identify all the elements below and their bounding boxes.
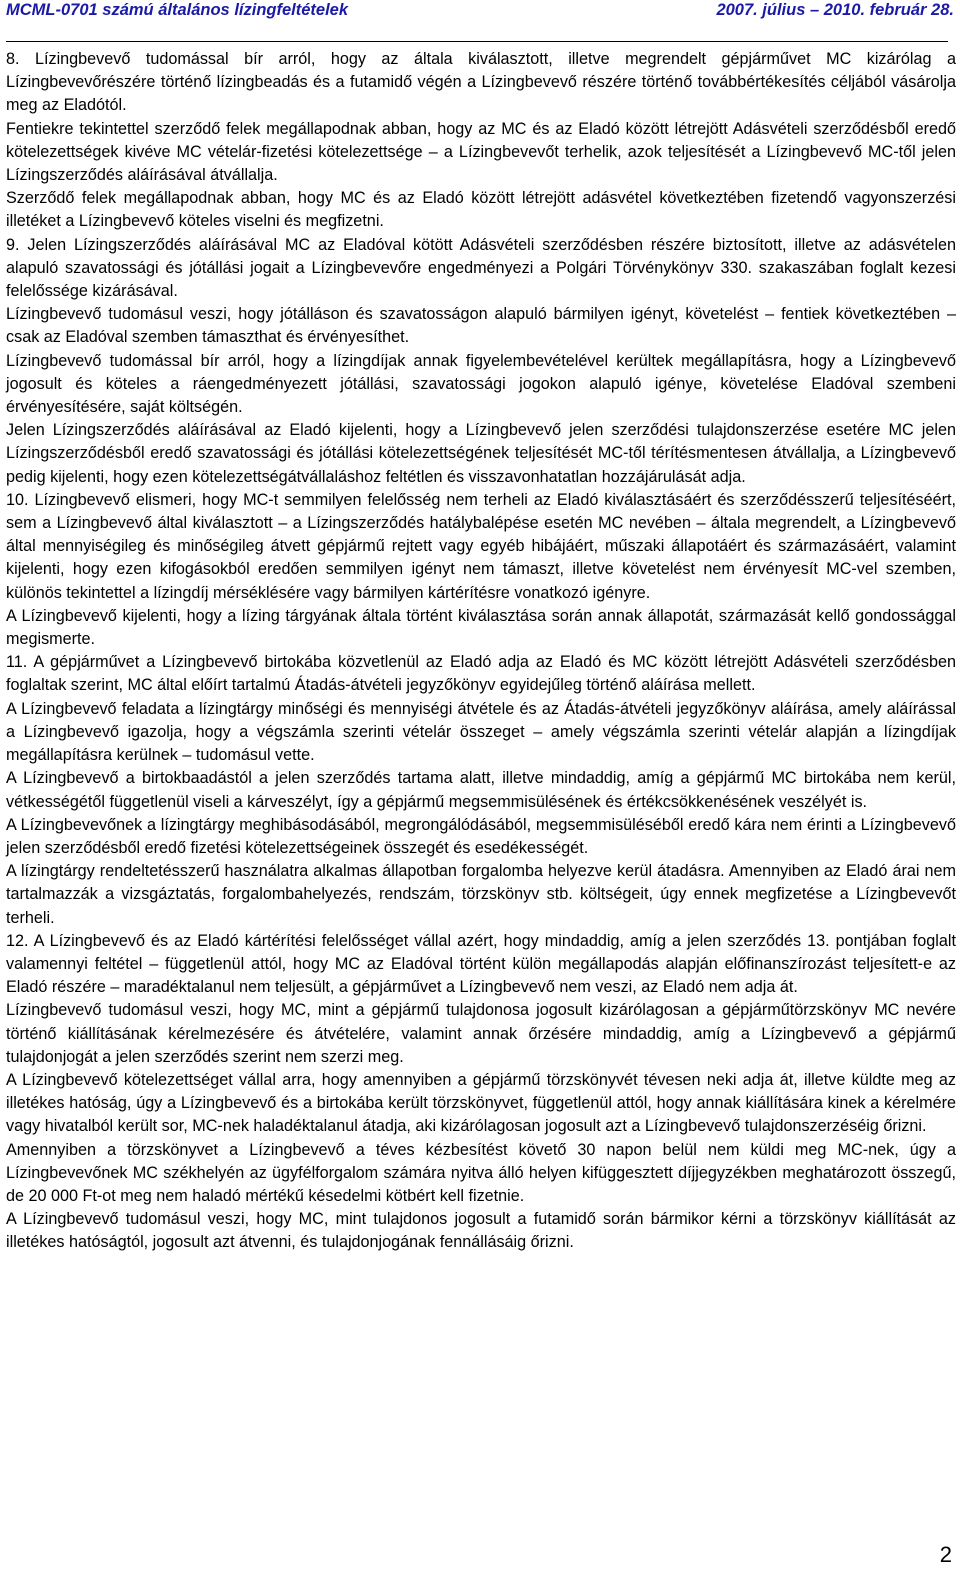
paragraph: A Lízingbevevő kötelezettséget vállal arra, hogy amennyiben a gépjármű törzskönyvét tévesen neki adja át, illetve küldte meg az illetékes hatóság, úgy a Lízingbevevő és a birtokába került törzskönyvet, függetlenül attól, hogy annak kiállítására kinek a kérelmére vagy hivatalból került sor, MC-nek haladéktalanul átadja, aki kizárólagosan jogosult azt a Lízingbevevő tulajdonszerzéséig őrizni. [6, 1070, 956, 1136]
paragraph: 11. A gépjárművet a Lízingbevevő birtokába közvetlenül az Eladó adja az Eladó és MC között létrejött Adásvételi szerződésben foglaltak szerint, MC által előírt tartalmú Átadás-átvételi jegyzőkönyv egyidejűleg történő aláírása mellett. [6, 653, 956, 695]
header-divider [6, 41, 948, 42]
paragraph: Lízingbevevő tudomással bír arról, hogy a lízingdíjak annak figyelembevételével kerültek megállapításra, hogy a Lízingbevevő jogosult és köteles a ráengedményezett jótállási, szavatossági jogokon alapuló igénye, követelése Eladóval szembeni érvényesítésére, saját költségén. [6, 351, 956, 417]
paragraph: 10. Lízingbevevő elismeri, hogy MC-t semmilyen felelősség nem terheli az Eladó kiválasztásáért és szerződésszerű teljesítéséért, sem a Lízingbevevő által kiválasztott – a Lízingszerződés hatálybalépése esetén MC nevében – általa megrendelt, a Lízingbevevő által mennyiségileg és minőségileg átvett gépjármű rejtett vagy egyéb hibájáért, műszaki állapotáért és származásáért, valamint kijelenti, hogy ezen kifogásokból eredően semmilyen igényt nem támaszt, illetve követelést nem érvényesít MC-vel szemben, különös tekintettel a lízingdíj mérséklésére vagy bármilyen kártérítésre vonatkozó igényre. [6, 490, 956, 602]
paragraph: Amennyiben a törzskönyvet a Lízingbevevő a téves kézbesítést követő 30 napon belül nem küldi meg MC-nek, úgy a Lízingbevevőnek MC székhelyén az ügyfélforgalom számára nyitva álló helyen kifüggesztett díjjegyzékben meghatározott összegű, de 20 000 Ft-ot meg nem haladó mértékű késedelmi kötbért kell fizetnie. [6, 1140, 956, 1205]
paragraph: A lízingtárgy rendeltetésszerű használatra alkalmas állapotban forgalomba helyezve kerül átadásra. Amennyiben az Eladó árai nem tartalmazzák a vizsgáztatás, forgalombahelyezés, rendszám, törzskönyv stb. költségeit, úgy ennek megfizetése a Lízingbevevőt terheli. [6, 862, 956, 927]
header-title: MCML-0701 számú általános lízingfeltételek [6, 1, 349, 19]
paragraph: 8. Lízingbevevő tudomással bír arról, hogy az általa kiválasztott, illetve megrendelt gépjárművet MC kizárólag a Lízingbevevőrészére történő lízingbeadás és a futamidő végén a Lízingbevevő részére történő továbbértékesítés céljából vásárolja meg az Eladótól. [6, 50, 956, 115]
paragraph: Fentiekre tekintettel szerződő felek megállapodnak abban, hogy az MC és az Eladó között létrejött Adásvételi szerződésből eredő kötelezettségek kivéve MC vételár-fizetési kötelezettsége – a Lízingbevevőt terhelik, azok teljesítését a Lízingbevevő MC-től jelen Lízingszerződés aláírásával átvállalja. [6, 119, 956, 185]
paragraph: Lízingbevevő tudomásul veszi, hogy jótálláson és szavatosságon alapuló bármilyen igényt, követelést – fentiek következtében – csak az Eladóval szemben támaszthat és érvényesíthet. [6, 305, 956, 347]
paragraph: 9. Jelen Lízingszerződés aláírásával MC az Eladóval kötött Adásvételi szerződésben részére biztosított, illetve az adásvételen alapuló szavatossági és jótállási jogait a Lízingbevevőre engedményezi a Polgári Törvénykönyv 330. szakaszában foglalt kezesi felelőssége kizárásával. [6, 235, 956, 301]
paragraph: Szerződő felek megállapodnak abban, hogy MC és az Eladó között létrejött adásvétel következtében fizetendő vagyonszerzési illetéket a Lízingbevevő köteles viselni és megfizetni. [6, 189, 956, 231]
paragraph: 12. A Lízingbevevő és az Eladó kártérítési felelősséget vállal azért, hogy mindaddig, amíg a jelen szerződés 13. pontjában foglalt valamennyi feltétel – függetlenül attól, hogy MC az Eladóval történt külön megállapodás alapján előfinanszírozást teljesített-e az Eladó részére – maradéktalanul nem teljesült, a gépjárművet a Lízingbevevő nem veszi, az Eladó nem adja át. [6, 931, 956, 997]
paragraph: A Lízingbevevőnek a lízingtárgy meghibásodásából, megrongálódásából, megsemmisüléséből eredő kára nem érinti a Lízingbevevő jelen szerződésből eredő fizetési kötelezettségeinek összegét és esedékességét. [6, 815, 956, 857]
document-body [6, 48, 956, 1255]
page-header [6, 0, 954, 28]
header-date-range: 2007. július – 2010. február 28. [716, 1, 954, 19]
page-number: 2 [939, 1542, 952, 1567]
paragraph: A Lízingbevevő tudomásul veszi, hogy MC, mint tulajdonos jogosult a futamidő során bármikor kérni a törzskönyv kiállítását az illetékes hatóságtól, jogosult azt átvenni, és tulajdonjogának fennállásáig őrizni. [6, 1210, 956, 1252]
paragraph: Jelen Lízingszerződés aláírásával az Eladó kijelenti, hogy a Lízingbevevő jelen szerződési tulajdonszerzése esetére MC jelen Lízingszerződésből eredő szavatossági és jótállási kötelezettségének teljesítését MC-től térítésmentesen átvállalja, a Lízingbevevő pedig kijelenti, hogy ezen kötelezettségátvállaláshoz feltétlen és visszavonhatatlan hozzájárulását adja. [6, 421, 956, 486]
paragraph: A Lízingbevevő feladata a lízingtárgy minőségi és mennyiségi átvétele és az Átadás-átvételi jegyzőkönyv aláírása, amely aláírással a Lízingbevevő igazolja, hogy a végszámla szerinti vételár összeget – amely végszámla szerinti vételár alapján a lízingdíjak megállapításra kerülnek – tudomásul vette. [6, 699, 956, 765]
paragraph: Lízingbevevő tudomásul veszi, hogy MC, mint a gépjármű tulajdonosa jogosult kizárólagosan a gépjárműtörzskönyv MC nevére történő kiállításának kérelmezésére és átvételére, valamint annak őrzésére mindaddig, amíg a Lízingbevevő a gépjármű tulajdonjogát a jelen szerződés szerint nem szerzi meg. [6, 1001, 956, 1066]
paragraph: A Lízingbevevő kijelenti, hogy a lízing tárgyának általa történt kiválasztása során annak állapotát, származását kellő gondossággal megismerte. [6, 606, 956, 649]
paragraph: A Lízingbevevő a birtokbaadástól a jelen szerződés tartama alatt, illetve mindaddig, amíg a gépjármű MC birtokába nem kerül, vétkességétől függetlenül viseli a kárveszélyt, így a gépjármű megsemmisülésének és értékcsökkenésének veszélyét is. [6, 769, 956, 811]
